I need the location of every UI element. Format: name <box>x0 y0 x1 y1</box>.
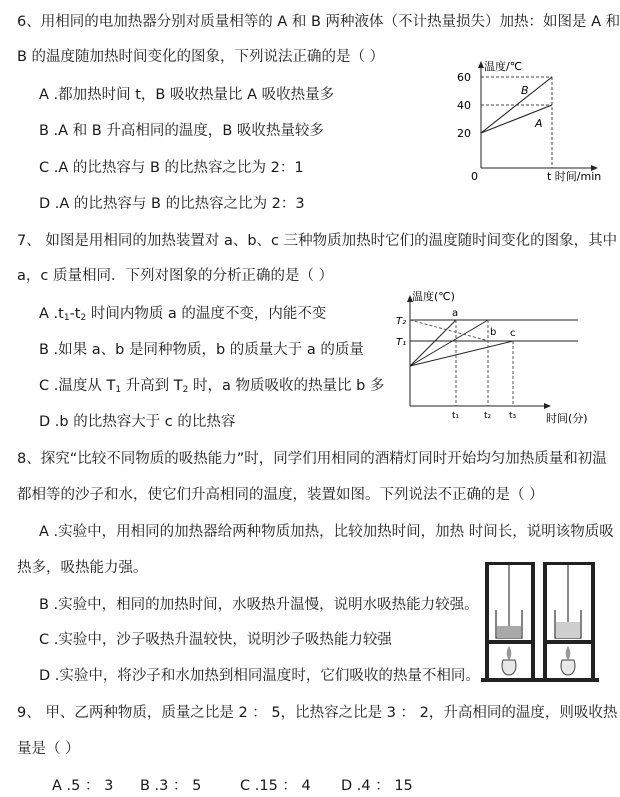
q8-stem-line-1: 8、探究“比较不同物质的吸热能力”时，同学们用相同的酒精灯同时开始均匀加热质量和初温 <box>17 451 607 467</box>
q8-stem-line-2: 都相等的沙子和水，使它们升高相同的温度，装置如图。下列说法不正确的是（ ） <box>17 487 544 503</box>
q7-option-a-sub1: 1 <box>63 313 70 323</box>
q8-water <box>556 622 580 638</box>
q6-temperature-graph <box>455 58 615 186</box>
q8-flame-right <box>566 646 571 660</box>
q6-option-c: C .A 的比热容与 B 的比热容之比为 2：1 <box>39 160 304 176</box>
q7-option-a <box>39 305 326 327</box>
q7-dash-diag <box>410 320 489 341</box>
q9-option-a: A .5 ： 3 <box>52 778 114 794</box>
q7-option-d: D .b 的比热容大于 c 的比热容 <box>39 414 236 430</box>
q8-flame-left <box>507 646 512 660</box>
q7-option-c-sub2: 2 <box>182 385 189 395</box>
q7-x-arrow <box>544 403 551 409</box>
q7-option-c-mid: 升高到 T <box>121 378 183 394</box>
q6-option-d: D .A 的比热容与 B 的比热容之比为 2：3 <box>39 196 305 212</box>
q7-T2-label: T₂ <box>396 316 407 327</box>
q9-stem-line-2: 量是（ ） <box>17 741 80 757</box>
q7-option-c-sub1: 1 <box>115 385 122 395</box>
q7-y-label: 温度(℃) <box>412 290 455 303</box>
q9-option-c: C .15 ： 4 <box>240 778 311 794</box>
q7-option-a-post: 时间内物质 a 的温度不变，内能不变 <box>86 306 327 322</box>
q7-option-c-pre: C .温度从 T <box>39 378 116 394</box>
q6-y-label: 温度/℃ <box>484 60 523 73</box>
q7-option-a-mid: -t <box>69 306 81 322</box>
q7-option-a-pre: A .t <box>39 306 64 322</box>
q8-stand-right <box>539 562 599 682</box>
q7-label-b: b <box>490 327 497 338</box>
q8-heating-apparatus <box>481 562 607 684</box>
q8-option-c: C .实验中，沙子吸热升温较快，说明沙子吸热能力较强 <box>39 632 392 648</box>
q8-burner-left <box>502 660 516 675</box>
q9-stem-line-1: 9、 甲、乙两种物质，质量之比是 2 ： 5，比热容之比是 3 ： 2，升高相同的温度，则吸收热 <box>17 705 618 721</box>
q6-stem-line-1: 6、用相同的电加热器分别对质量相等的 A 和 B 两种液体（不计热量损失）加热：如图是 A 和 <box>17 14 620 30</box>
q8-option-b: B .实验中，相同的加热时间，水吸热升温慢，说明水吸热能力较强。 <box>39 597 479 613</box>
q8-burner-right <box>561 660 575 675</box>
q6-label-b: B <box>521 84 529 97</box>
q9-option-d: D .4 ： 15 <box>341 778 413 794</box>
q6-label-a: A <box>535 117 543 130</box>
q8-option-a-line-2: 热多，吸热能力强。 <box>17 560 148 576</box>
q6-tick-60: 60 <box>457 71 471 84</box>
q9-option-b: B .3 ： 5 <box>140 778 202 794</box>
q7-T1-label: T₁ <box>396 337 407 348</box>
q7-label-a: a <box>452 308 459 319</box>
q6-option-a: A .都加热时间 t，B 吸收热量比 A 吸收热量多 <box>39 87 335 103</box>
q7-t2-label: t₂ <box>484 411 492 421</box>
q7-option-c <box>39 377 384 399</box>
q7-t1-label: t₁ <box>452 411 460 421</box>
q6-option-b: B .A 和 B 升高相同的温度，B 吸收热量较多 <box>39 123 324 139</box>
q6-x-label: t 时间/min <box>547 170 602 183</box>
q7-option-b: B .如果 a、b 是同种物质，b 的质量大于 a 的质量 <box>39 342 364 358</box>
q6-origin: 0 <box>471 170 478 183</box>
q7-line-c <box>410 341 513 366</box>
q6-tick-40: 40 <box>457 99 471 112</box>
q8-sand <box>497 626 521 638</box>
q8-stand-left <box>481 562 539 682</box>
q8-option-d: D .实验中，将沙子和水加热到相同温度时，它们吸收的热量不相同。 <box>39 668 480 684</box>
q8-option-a-line-1: A .实验中，用相同的加热器给两种物质加热，比较加热时间，加热 时间长，说明该物质吸 <box>39 524 614 540</box>
q7-temperature-graph <box>396 288 618 424</box>
q7-stem-line-1: 7、 如图是用相同的加热装置对 a、b、c 三种物质加热时它们的温度随时间变化的图象，其中 <box>17 233 618 249</box>
q7-x-label: 时间(分) <box>546 412 588 424</box>
q7-label-c: c <box>510 328 516 339</box>
q7-option-c-post: 时，a 物质吸收的热量比 b 多 <box>188 378 385 394</box>
q6-stem-line-2: B 的温度随加热时间变化的图象，下列说法正确的是（ ） <box>17 49 385 65</box>
q6-tick-20: 20 <box>457 127 471 140</box>
q7-option-a-sub2: 2 <box>80 313 87 323</box>
q7-stem-line-2: a，c 质量相同．下列对图象的分析正确的是（ ） <box>17 268 334 284</box>
q7-t3-label: t₃ <box>509 411 517 421</box>
